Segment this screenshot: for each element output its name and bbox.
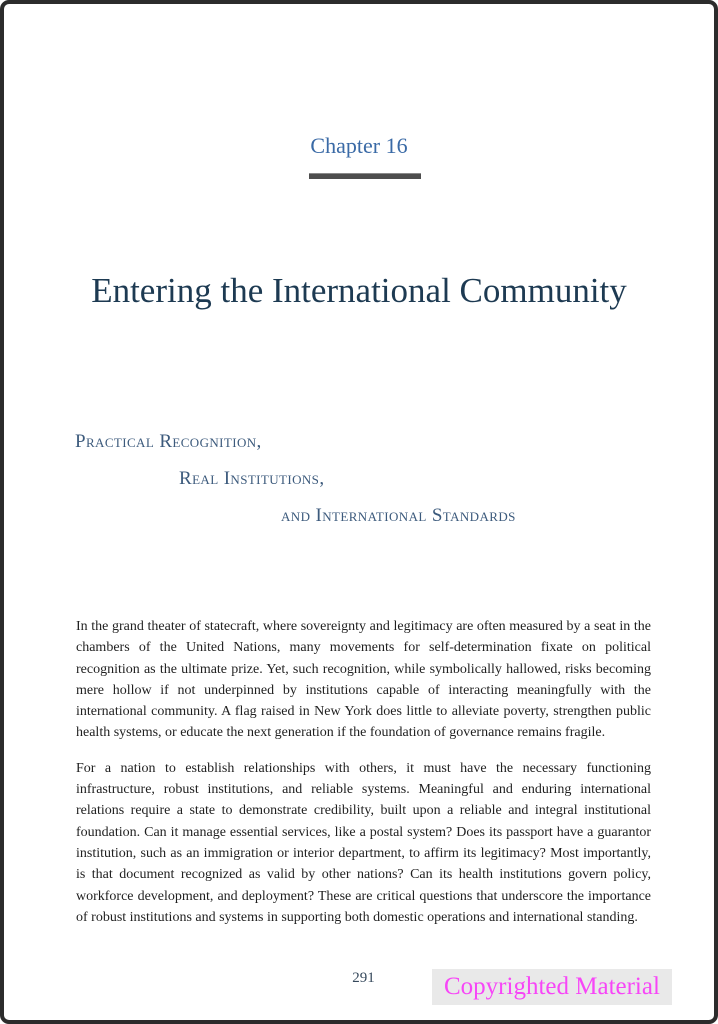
page-title: Entering the International Community bbox=[91, 271, 627, 310]
body-paragraph-2: For a nation to establish relationships with others, it must have the necessary functioning infrastructure, robust institutions, and reliable systems. Meaningful and enduring international relations require a state to demonstrate credibility, built upon a reliable and integral institutional foundation. Can it manage essential services, like a postal system? Does its passport have a guarantor institution, such as an immigration or interior department, to affirm its legitimacy? Most importantly, is that document recognized as valid by other nations? Can its health institutions govern policy, workforce development, and deployment? These are critical questions that underscore the importance of robust institutions and systems in supporting both domestic operations and international standing. bbox=[76, 760, 651, 925]
body-paragraph-1: In the grand theater of statecraft, where sovereignty and legitimacy are often measured by a seat in the chambers of the United Nations, many movements for self-determination fixate on political recognition as the ultimate prize. Yet, such recognition, while symbolically hallowed, risks becoming mere hollow if not underpinned by institutions capable of interacting meaningfully with the international community. A flag raised in New York does little to alleviate poverty, strengthen public health systems, or educate the next generation if the foundation of governance remains fragile. bbox=[76, 619, 651, 741]
subtitle-line-2: Real Institutions, bbox=[179, 468, 325, 489]
chapter-heading: Chapter 16 bbox=[310, 133, 408, 158]
subtitle-line-1: Practical Recognition, bbox=[75, 431, 262, 452]
page-number: 291 bbox=[352, 970, 375, 986]
chapter-divider-rule bbox=[309, 173, 421, 179]
subtitle-line-3: and International Standards bbox=[281, 505, 516, 526]
copyright-watermark: Copyrighted Material bbox=[432, 969, 672, 1005]
body-text-block bbox=[76, 616, 651, 942]
